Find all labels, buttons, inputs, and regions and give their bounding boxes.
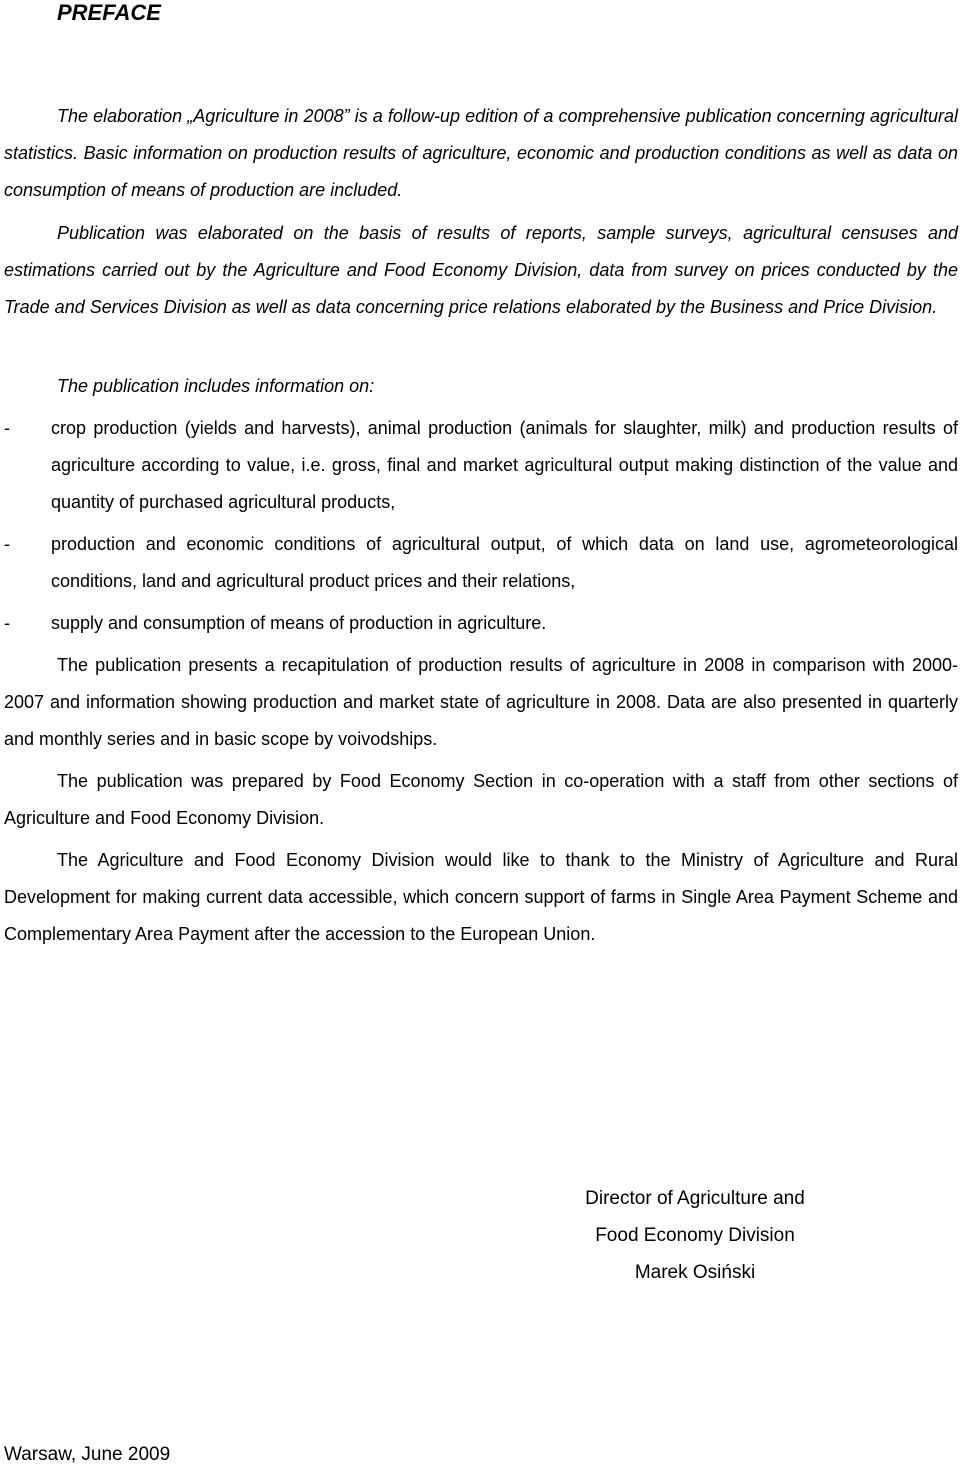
recapitulation-paragraph: The publication presents a recapitulation of production results of agriculture in 2008 in comparison with 2000-2007 and information showing production and market state of agriculture in 2008. Data are also presented in quarterly and monthly series and in basic scope by voivodships.: [4, 655, 958, 749]
list-dash: -: [4, 534, 10, 554]
signature-title-line2: Food Economy Division: [595, 1225, 795, 1246]
page-title: PREFACE: [57, 0, 161, 25]
sources-paragraph: Publication was elaborated on the basis of results of reports, sample surveys, agricultural censuses and estimations carried out by the Agriculture and Food Economy Division, data from survey on prices conducted by the Trade and Services Division as well as data concerning price relations elaborated by the Business and Price Division.: [4, 223, 958, 317]
includes-heading: The publication includes information on:: [57, 376, 375, 396]
list-item-means-of-production: [4, 605, 958, 642]
acknowledgement-paragraph: The Agriculture and Food Economy Division would like to thank to the Ministry of Agriculture and Rural Development for making current data accessible, which concern support of farms in Single Area Payment Scheme and Complementary Area Payment after the accession to the European Union.: [4, 850, 958, 944]
list-item-text: supply and consumption of means of production in agriculture.: [51, 613, 547, 633]
list-dash: -: [4, 418, 10, 438]
prepared-by-paragraph: The publication was prepared by Food Economy Section in co-operation with a staff from other sections of Agriculture and Food Economy Division.: [4, 771, 958, 828]
list-item-text: crop production (yields and harvests), animal production (animals for slaughter, milk) and production results of agriculture according to value, i.e. gross, final and market agricultural output making distinction of the value and quantity of purchased agricultural products,: [51, 418, 958, 512]
intro-paragraph: The elaboration „Agriculture in 2008” is a follow-up edition of a comprehensive publication concerning agricultural statistics. Basic information on production results of agriculture, economic and production conditions as well as data on consumption of means of production are included.: [4, 106, 958, 200]
place-date: Warsaw, June 2009: [4, 1444, 171, 1465]
list-item-crop-production: [4, 410, 958, 521]
list-item-economic-conditions: [4, 526, 958, 600]
signature-title-line1: Director of Agriculture and: [585, 1188, 805, 1209]
list-dash: -: [4, 613, 10, 633]
signature-name: Marek Osiński: [634, 1262, 756, 1283]
list-item-text: production and economic conditions of agricultural output, of which data on land use, agrometeorological conditions, land and agricultural product prices and their relations,: [51, 534, 958, 591]
